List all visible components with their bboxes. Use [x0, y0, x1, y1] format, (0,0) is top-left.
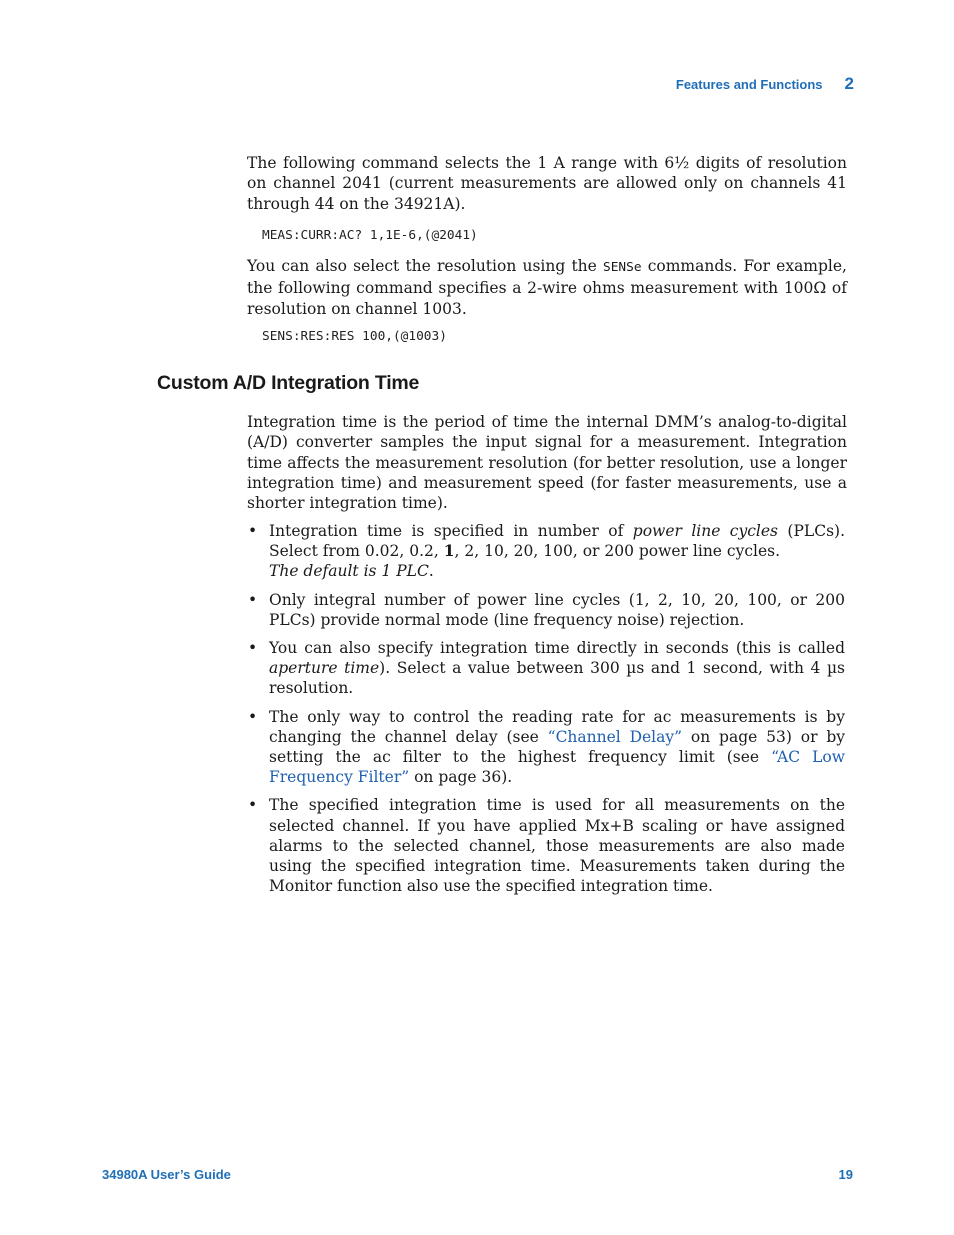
- code-example-sens: SENS:RES:RES 100,(@1003): [262, 329, 447, 344]
- footer-guide-title: 34980A User’s Guide: [102, 1167, 231, 1182]
- bullet-marker: •: [248, 707, 258, 726]
- sense-keyword: SENSe: [603, 260, 642, 275]
- bullet-marker: •: [248, 590, 258, 609]
- chapter-number: 2: [844, 74, 854, 93]
- channel-delay-link[interactable]: “Channel Delay”: [547, 727, 683, 746]
- list-item: • The only way to control the reading rate for ac measurements is by changing the channel delay (see “Channel Delay” on page 53) or by setting the ac filter to the highest frequency limit (see “AC Low Frequency Filter” on page 36).: [248, 707, 845, 787]
- section-heading: Custom A/D Integration Time: [157, 372, 420, 394]
- ac-low-frequency-filter-link[interactable]: “AC Low Frequency Filter”: [269, 748, 845, 787]
- list-item: • Only integral number of power line cycles (1, 2, 10, 20, 100, or 200 PLCs) provide normal mode (line frequency noise) rejection.: [248, 590, 845, 629]
- list-item: • You can also specify integration time directly in seconds (this is called aperture time). Select a value between 300 µs and 1 second, with 4 µs resolution.: [248, 639, 845, 698]
- section-title: Features and Functions: [675, 77, 823, 92]
- page-number: 19: [838, 1167, 853, 1182]
- list-item: • The specified integration time is used for all measurements on the selected channel. If you have applied Mx+B scaling or have assigned alarms to the selected channel, those measurements are also made using the specified integration time. Measurements taken during the Monitor function also use the specified integration time.: [248, 796, 845, 896]
- code-example-meas: MEAS:CURR:AC? 1,1E-6,(@2041): [262, 228, 478, 243]
- integration-paragraph: Integration time is the period of time the internal DMM’s analog-to-digital (A/D) converter samples the input signal for a measurement. Integration time affects the measurement resolution (for better resolution, use a longer integration time) and measurement speed (for faster measurements, use a shorter integration time).: [247, 413, 847, 513]
- bullet-marker: •: [248, 522, 258, 540]
- running-header: [676, 74, 854, 94]
- list-item: • Integration time is specified in number of power line cycles (PLCs). Select from 0.02, 0.2, 1, 2, 10, 20, 100, or 200 power line cycles. The default is 1 PLC.: [248, 522, 845, 581]
- resolution-paragraph: You can also select the resolution using the SENSe commands. For example, the following command specifies a 2-wire ohms measurement with 100Ω of resolution on channel 1003.: [247, 257, 847, 318]
- intro-paragraph: The following command selects the 1 A range with 6½ digits of resolution on channel 2041 (current measurements are allowed only on channels 41 through 44 on the 34921A).: [247, 154, 847, 213]
- bullet-marker: •: [248, 796, 258, 815]
- bullet-list: [247, 521, 845, 904]
- default-note: The default is 1 PLC: [269, 562, 429, 581]
- bullet-marker: •: [248, 639, 258, 658]
